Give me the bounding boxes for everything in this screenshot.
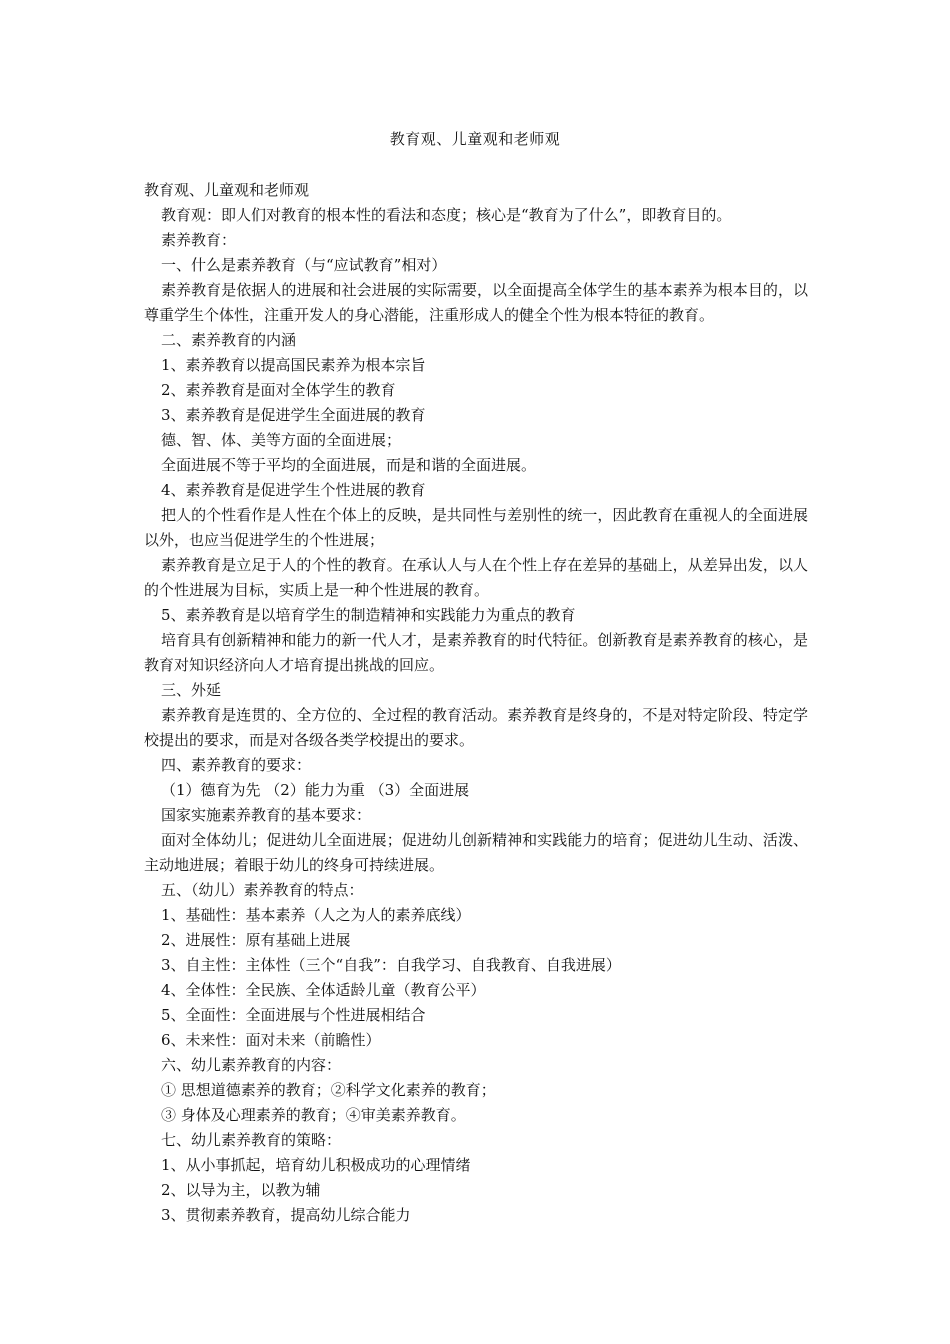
list-item: 2、进展性：原有基础上进展 — [161, 931, 351, 949]
document-body — [144, 178, 808, 1228]
section-heading: 七、幼儿素养教育的策略： — [161, 1131, 342, 1149]
list-item: 5、素养教育是以培育学生的制造精神和实践能力为重点的教育 — [161, 606, 576, 624]
paragraph: 素养教育是立足于人的个性的教育。在承认人与人在个性上存在差异的基础上，从差异出发，以人的个性进展为目标，实质上是一种个性进展的教育。 — [144, 556, 808, 599]
requirements-line: （1）德育为先 （2）能力为重 （3）全面进展 — [161, 781, 470, 799]
list-item: 6、未来性：面对未来（前瞻性） — [161, 1031, 381, 1049]
section-heading: 二、素养教育的内涵 — [161, 331, 297, 349]
list-item: ③ 身体及心理素养的教育；④审美素养教育。 — [161, 1106, 466, 1124]
list-item: 3、自主性：主体性（三个“自我”：自我学习、自我教育、自我进展） — [161, 956, 621, 974]
list-item: 5、全面性：全面进展与个性进展相结合 — [161, 1006, 426, 1024]
section-heading: 三、外延 — [161, 681, 222, 699]
list-item: 3、贯彻素养教育，提高幼儿综合能力 — [161, 1206, 411, 1224]
section-heading: 五、（幼儿）素养教育的特点： — [161, 881, 364, 899]
text-line: 教育观：即人们对教育的根本性的看法和态度；核心是“教育为了什么”，即教育目的。 — [161, 206, 732, 224]
text-line: 德、智、体、美等方面的全面进展； — [161, 431, 402, 449]
list-item: 4、素养教育是促进学生个性进展的教育 — [161, 481, 426, 499]
section-heading: 六、幼儿素养教育的内容： — [161, 1056, 342, 1074]
paragraph: 把人的个性看作是人性在个体上的反映，是共同性与差别性的统一，因此教育在重视人的全面进展以外，也应当促进学生的个性进展； — [144, 506, 808, 549]
list-item: 2、素养教育是面对全体学生的教育 — [161, 381, 396, 399]
list-item: 2、以导为主，以教为辅 — [161, 1181, 321, 1199]
paragraph: 培育具有创新精神和能力的新一代人才，是素养教育的时代特征。创新教育是素养教育的核心，是教育对知识经济向人才培育提出挑战的回应。 — [144, 631, 808, 674]
list-item: 4、全体性：全民族、全体适龄儿童（教育公平） — [161, 981, 486, 999]
text-line: 全面进展不等于平均的全面进展，而是和谐的全面进展。 — [161, 456, 537, 474]
list-item: 3、素养教育是促进学生全面进展的教育 — [161, 406, 426, 424]
list-item: 1、素养教育以提高国民素养为根本宗旨 — [161, 356, 426, 374]
document-title: 教育观、儿童观和老师观 — [389, 130, 561, 148]
list-item: 1、从小事抓起，培育幼儿积极成功的心理情绪 — [161, 1156, 471, 1174]
section-heading: 四、素养教育的要求： — [161, 756, 312, 774]
text-line: 国家实施素养教育的基本要求： — [161, 806, 372, 824]
list-item: 1、基础性：基本素养（人之为人的素养底线） — [161, 906, 471, 924]
list-item: ① 思想道德素养的教育；②科学文化素养的教育； — [161, 1081, 496, 1099]
paragraph: 素养教育是连贯的、全方位的、全过程的教育活动。素养教育是终身的，不是对特定阶段、特定学校提出的要求，而是对各级各类学校提出的要求。 — [144, 706, 808, 749]
section-heading: 教育观、儿童观和老师观 — [144, 181, 310, 199]
paragraph: 面对全体幼儿；促进幼儿全面进展；促进幼儿创新精神和实践能力的培育；促进幼儿生动、活泼、主动地进展；着眼于幼儿的终身可持续进展。 — [144, 831, 808, 874]
paragraph: 素养教育是依据人的进展和社会进展的实际需要，以全面提高全体学生的基本素养为根本目的，以尊重学生个体性，注重开发人的身心潜能，注重形成人的健全个性为根本特征的教育。 — [144, 281, 808, 324]
text-line: 素养教育： — [161, 231, 237, 249]
section-heading: 一、什么是素养教育（与“应试教育”相对） — [161, 256, 447, 274]
